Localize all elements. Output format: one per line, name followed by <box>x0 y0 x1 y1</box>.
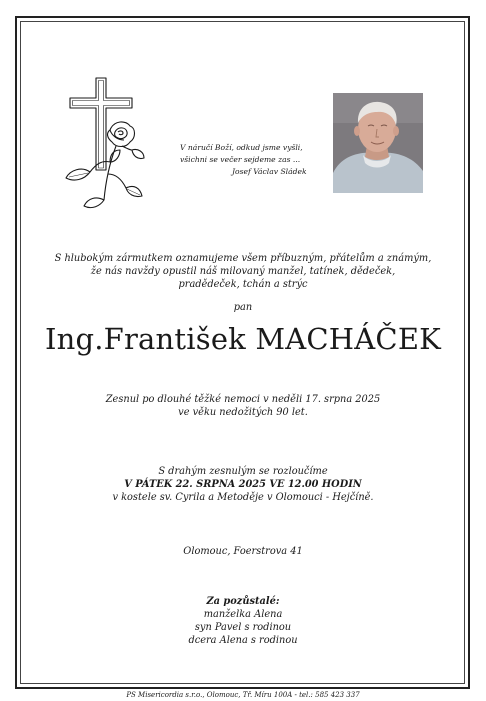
poem-line-1: V náručí Boží, odkud jsme vyšli, <box>180 143 303 152</box>
intro-line-3: pradědeček, tchán a strýc <box>178 279 308 290</box>
funeral-info <box>0 465 486 504</box>
mourners <box>0 595 486 647</box>
funeral-place: v kostele sv. Cyrila a Metoděje v Olomouci - Hejčíně. <box>112 492 374 503</box>
family-address: Olomouc, Foerstrova 41 <box>183 546 303 557</box>
poem-author: Josef Václav Sládek <box>232 167 307 176</box>
poem <box>180 142 330 178</box>
intro-line-1: S hlubokým zármutkem oznamujeme všem příbuzným, přátelům a známým, <box>54 253 432 264</box>
intro-line-2: že nás navždy opustil náš milovaný manžel, tatínek, dědeček, <box>90 266 396 277</box>
funeral-intro: S drahým zesnulým se rozloučíme <box>158 466 328 477</box>
death-info <box>0 393 486 419</box>
mourner-2: syn Pavel s rodinou <box>194 622 292 633</box>
mourner-1: manželka Alena <box>203 609 283 620</box>
cross-rose-icon <box>60 70 150 215</box>
announcement-intro <box>0 252 486 291</box>
mourner-3: dcera Alena s rodinou <box>188 635 298 646</box>
title-pan: pan <box>233 302 253 313</box>
death-line-1: Zesnul po dlouhé těžké nemoci v neděli 17. srpna 2025 <box>105 394 381 405</box>
death-line-2: ve věku nedožitých 90 let. <box>178 407 308 418</box>
funeral-datetime: V PÁTEK 22. SRPNA 2025 VE 12.00 HODIN <box>124 479 362 490</box>
portrait-photo <box>333 93 423 193</box>
funeral-service-footer: PS Misericordia s.r.o., Olomouc, Tř. Míru 100A - tel.: 585 423 337 <box>126 691 360 699</box>
mourners-heading: Za pozůstalé: <box>206 596 280 607</box>
deceased-name: Ing.František MACHÁČEK <box>44 322 442 356</box>
poem-line-2: všichni se večer sejdeme zas ... <box>180 155 301 164</box>
